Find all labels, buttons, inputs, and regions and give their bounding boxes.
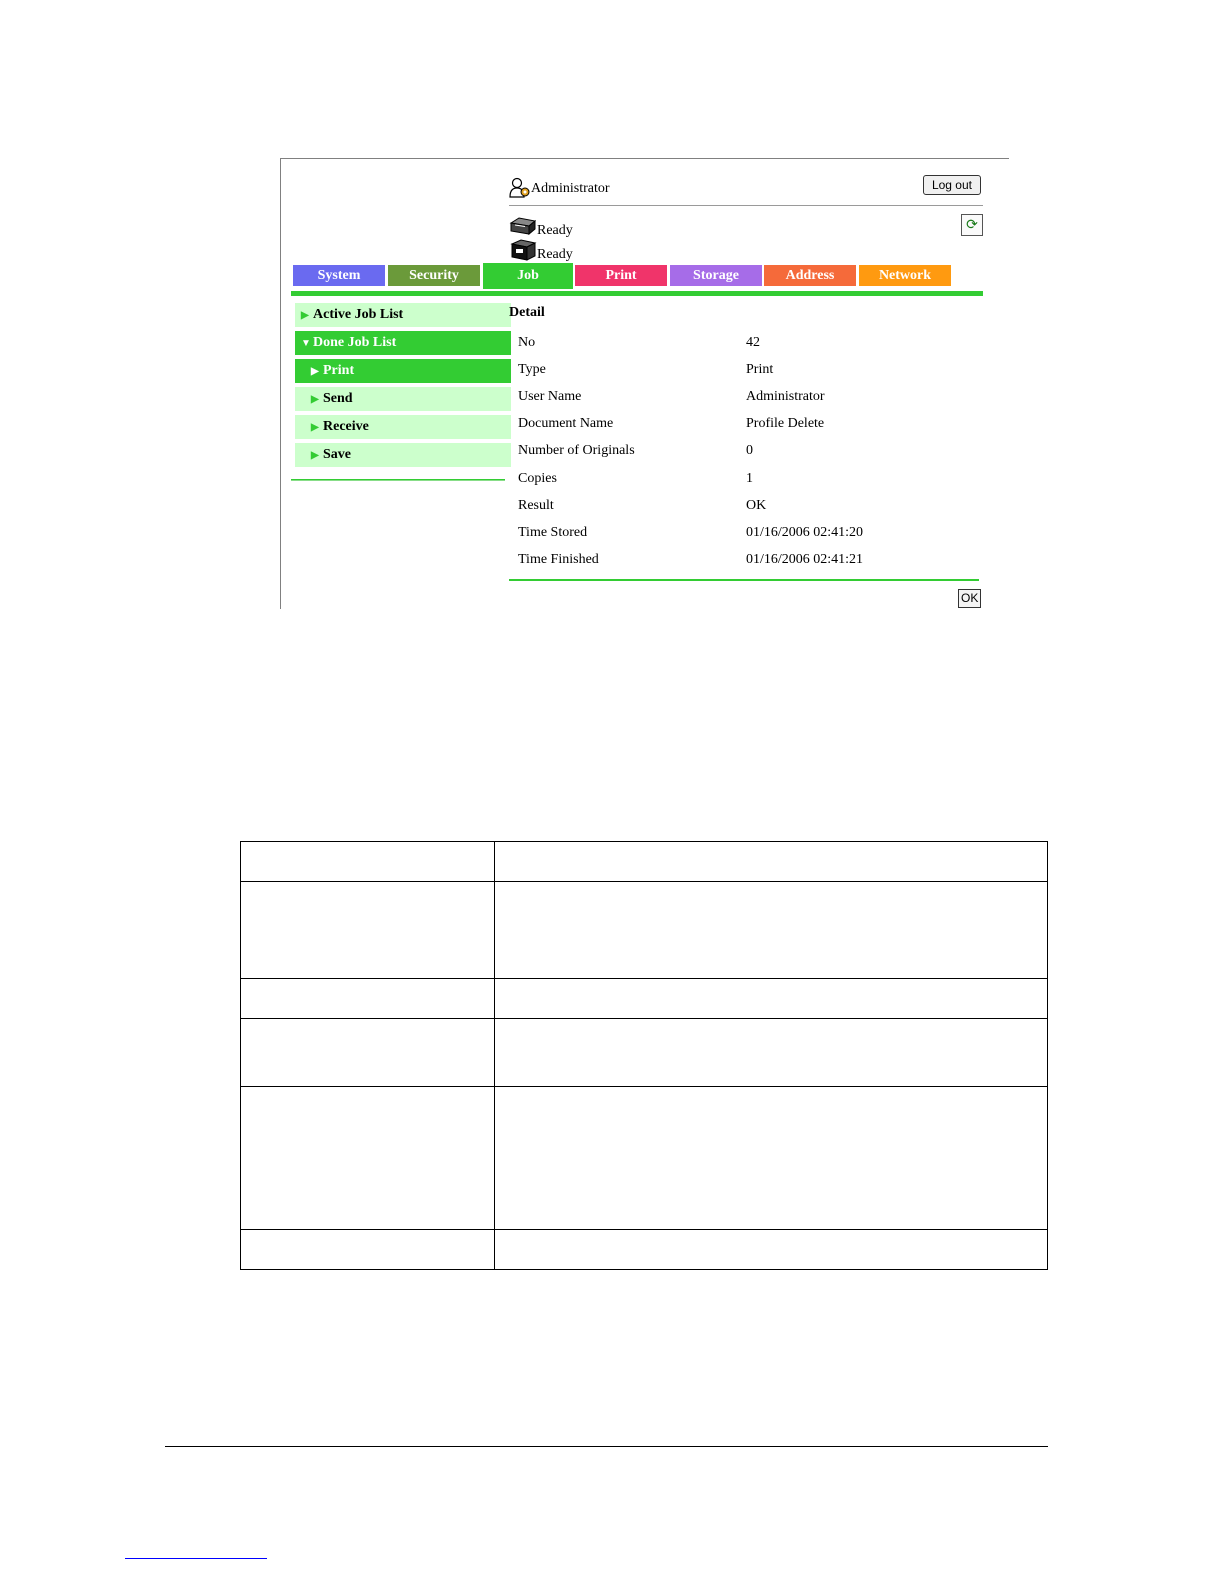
- sidebar-item-save[interactable]: ▶ Save: [295, 443, 511, 467]
- table-cell: [495, 882, 1048, 979]
- detail-row-number-of-originals: Number of Originals 0: [518, 443, 753, 458]
- detail-row-time-stored: Time Stored 01/16/2006 02:41:20: [518, 525, 864, 540]
- table-row: [241, 882, 1048, 979]
- tab-bar: [293, 265, 983, 291]
- logout-button[interactable]: Log out: [923, 175, 981, 195]
- sidebar-divider: [291, 479, 505, 481]
- table-row: [241, 979, 1048, 1019]
- detail-divider: [509, 579, 979, 581]
- user-row: [509, 175, 983, 206]
- tab-job[interactable]: Job: [483, 263, 573, 289]
- detail-title: Detail: [509, 305, 545, 320]
- table-cell: [495, 1087, 1048, 1230]
- chevron-right-icon: ▶: [311, 366, 319, 377]
- sidebar-item-send[interactable]: ▶ Send: [295, 387, 511, 411]
- tab-underline: [291, 291, 983, 296]
- table-cell: [495, 979, 1048, 1019]
- table-cell: [241, 882, 495, 979]
- table-cell: [241, 1019, 495, 1087]
- chevron-right-icon: ▶: [301, 310, 309, 321]
- table-cell: [495, 1230, 1048, 1270]
- copier-icon: [509, 239, 537, 261]
- table-cell: [241, 842, 495, 882]
- footer-divider: [165, 1446, 1048, 1447]
- tab-storage[interactable]: Storage: [670, 265, 762, 286]
- web-ui-screenshot: [280, 158, 1009, 609]
- tab-address[interactable]: Address: [764, 265, 856, 286]
- footer-link-underline: [125, 1558, 267, 1559]
- detail-row-copies: Copies 1: [518, 471, 753, 486]
- tab-security[interactable]: Security: [388, 265, 480, 286]
- sidebar-item-done-job-list[interactable]: ▼ Done Job List: [295, 331, 511, 355]
- detail-row-type: Type Print: [518, 362, 774, 377]
- refresh-icon[interactable]: ⟳: [961, 214, 983, 236]
- description-table: [240, 841, 1048, 1270]
- chevron-right-icon: ▶: [311, 394, 319, 405]
- table-row: [241, 1019, 1048, 1087]
- detail-row-time-finished: Time Finished 01/16/2006 02:41:21: [518, 552, 864, 567]
- detail-row-user-name: User Name Administrator: [518, 389, 825, 404]
- printer-status-text: Ready: [537, 223, 573, 238]
- ok-button[interactable]: OK: [958, 589, 981, 608]
- table-cell: [241, 979, 495, 1019]
- tab-print[interactable]: Print: [575, 265, 667, 286]
- table-row: [241, 1087, 1048, 1230]
- chevron-down-icon: ▼: [301, 338, 311, 349]
- sidebar-item-active-job-list[interactable]: ▶ Active Job List: [295, 303, 511, 327]
- chevron-right-icon: ▶: [311, 422, 319, 433]
- sidebar-item-print[interactable]: ▶ Print: [295, 359, 511, 383]
- table-row: [241, 1230, 1048, 1270]
- table-row: [241, 842, 1048, 882]
- user-name: Administrator: [531, 181, 610, 196]
- chevron-right-icon: ▶: [311, 450, 319, 461]
- table-cell: [495, 1019, 1048, 1087]
- scanner-status-text: Ready: [537, 247, 573, 262]
- administrator-icon: [509, 177, 531, 199]
- table-cell: [495, 842, 1048, 882]
- table-cell: [241, 1087, 495, 1230]
- table-cell: [241, 1230, 495, 1270]
- tab-network[interactable]: Network: [859, 265, 951, 286]
- sidebar-item-receive[interactable]: ▶ Receive: [295, 415, 511, 439]
- detail-row-document-name: Document Name Profile Delete: [518, 416, 825, 431]
- tab-system[interactable]: System: [293, 265, 385, 286]
- printer-icon: [509, 215, 537, 237]
- detail-row-result: Result OK: [518, 498, 767, 513]
- detail-row-no: No 42: [518, 335, 760, 350]
